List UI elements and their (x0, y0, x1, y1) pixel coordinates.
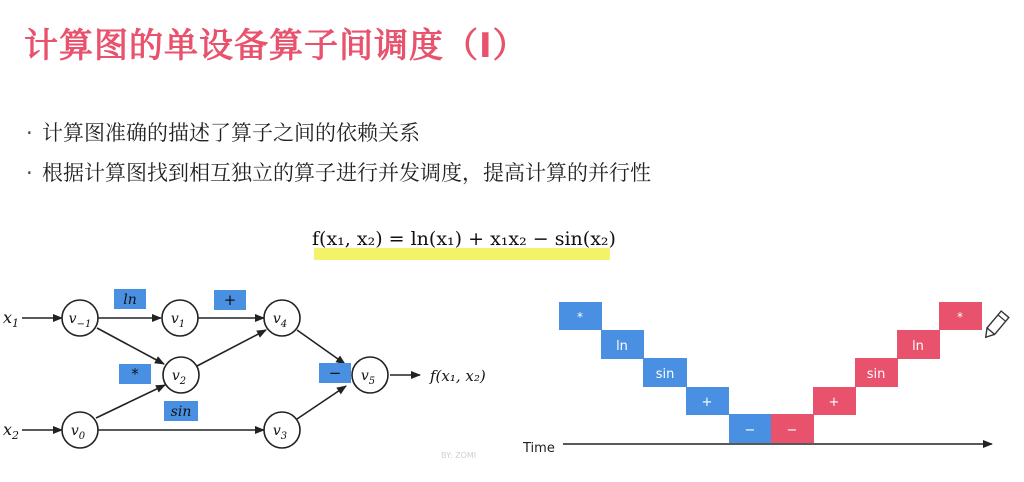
input-x2: $x_2$ (3, 420, 20, 442)
edge-vm1-v2 (97, 328, 164, 364)
graph-node (62, 412, 98, 448)
node-label: v (170, 311, 179, 327)
input-x1: $x_1$ (3, 308, 20, 330)
node-sub: 2 (179, 376, 187, 387)
step-label: − (744, 423, 756, 438)
graph-node (62, 300, 98, 336)
watermark: BY: ZOMI (441, 451, 477, 460)
step-label: sin (866, 367, 886, 382)
edge-v0-v2 (96, 385, 165, 418)
node-sub: 3 (280, 431, 288, 442)
graph-node (264, 300, 300, 336)
node-label: v (171, 368, 180, 384)
graph-node (162, 300, 198, 336)
node-sub: −1 (76, 319, 92, 330)
node-label: v (272, 423, 281, 439)
op-label-sin: sin (170, 404, 192, 420)
step-label: + (828, 395, 840, 410)
output-f: f(x₁, x₂) (430, 367, 486, 385)
step-label: + (701, 395, 713, 410)
node-label: v (360, 368, 369, 384)
timeline (522, 302, 992, 456)
bullet-text: 根据计算图找到相互独立的算子进行并发调度，提高计算的并行性 (42, 161, 651, 185)
op-label-ln: ln (123, 292, 137, 308)
slide-title: 计算图的单设备算子间调度（I） (24, 26, 528, 66)
node-label: v (70, 423, 79, 439)
bullet-text: 计算图准确的描述了算子之间的依赖关系 (42, 121, 420, 145)
graph-node (352, 357, 388, 393)
edge-v2-v4 (197, 330, 266, 366)
op-boxes (114, 289, 351, 421)
time-axis-label: Time (523, 441, 555, 456)
node-label: v (272, 311, 281, 327)
bullet-marker: · (26, 121, 33, 145)
step-label: * (957, 310, 963, 324)
graph-node (163, 357, 199, 393)
node-sub: 5 (368, 376, 376, 387)
step-label: * (577, 310, 583, 324)
graph-node (264, 412, 300, 448)
op-label-minus: − (328, 364, 342, 382)
edge-v4-v5 (297, 330, 345, 364)
formula-text: f(x₁, x₂) = ln(x₁) + x₁x₂ − sin(x₂) (312, 228, 616, 250)
op-label-mul: * (131, 365, 139, 383)
node-sub: 1 (178, 319, 186, 330)
pencil-icon[interactable] (982, 311, 1009, 340)
node-sub: 0 (78, 431, 86, 442)
node-sub: 4 (280, 319, 288, 330)
node-label: v (68, 311, 77, 327)
step-label: ln (912, 339, 924, 354)
step-label: ln (616, 339, 628, 354)
step-label: sin (655, 367, 675, 382)
op-label-plus: + (223, 291, 237, 309)
edge-v3-v5 (297, 386, 346, 419)
bullet-marker: · (26, 161, 33, 185)
step-label: − (786, 423, 798, 438)
